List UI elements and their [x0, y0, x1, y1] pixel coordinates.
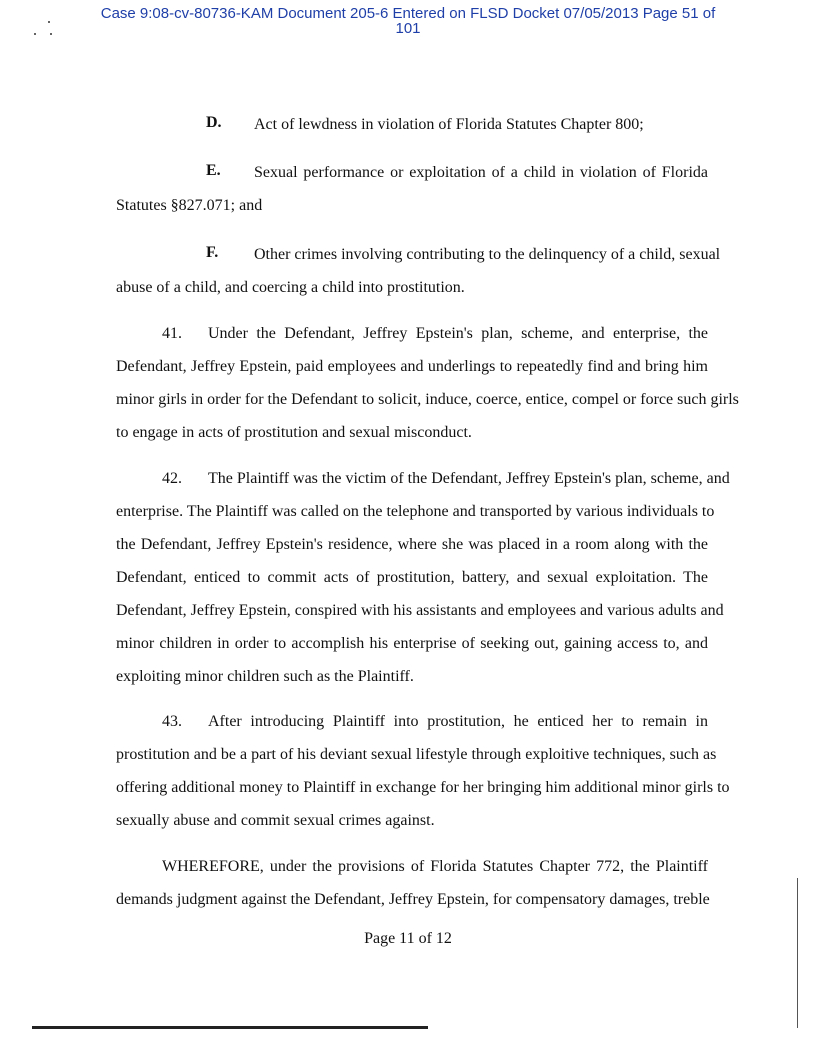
item-f-label: F. — [206, 244, 219, 261]
item-d-label: D. — [206, 114, 222, 131]
item-e-line: Statutes §827.071; and — [116, 197, 263, 214]
item-e-line: Sexual performance or exploitation of a child in violation of Florida — [254, 164, 708, 181]
scan-speck — [48, 21, 50, 23]
paragraph-43-line: sexually abuse and commit sexual crimes against. — [116, 812, 435, 829]
paragraph-43-line: prostitution and be a part of his deviant sexual lifestyle through exploitive techniques, such as — [116, 746, 717, 763]
paragraph-41-line: to engage in acts of prostitution and sexual misconduct. — [116, 424, 472, 441]
item-e-label: E. — [206, 162, 221, 179]
paragraph-43-number: 43. — [162, 713, 182, 730]
paragraph-41-line: Defendant, Jeffrey Epstein, paid employees and underlings to repeatedly find and bring him — [116, 358, 708, 375]
paragraph-42-number: 42. — [162, 470, 182, 487]
paragraph-42-line: exploiting minor children such as the Plaintiff. — [116, 668, 414, 685]
paragraph-43-line: After introducing Plaintiff into prostitution, he enticed her to remain in — [208, 713, 708, 730]
paragraph-42-line: minor children in order to accomplish his enterprise of seeking out, gaining access to, and — [116, 635, 708, 652]
paragraph-43-line: offering additional money to Plaintiff in exchange for her bringing him additional minor girls to — [116, 779, 730, 796]
paragraph-42-line: Defendant, Jeffrey Epstein, conspired with his assistants and employees and various adults and — [116, 602, 724, 619]
scan-speck — [34, 33, 36, 35]
wherefore-line: demands judgment against the Defendant, Jeffrey Epstein, for compensatory damages, treble — [116, 891, 710, 908]
paragraph-42-line: enterprise. The Plaintiff was called on the telephone and transported by various individuals to — [116, 503, 715, 520]
paragraph-41-line: minor girls in order for the Defendant to solicit, induce, coerce, entice, compel or force such girls — [116, 391, 739, 408]
paragraph-42-line: The Plaintiff was the victim of the Defendant, Jeffrey Epstein's plan, scheme, and — [208, 470, 730, 487]
item-f-line: abuse of a child, and coercing a child into prostitution. — [116, 279, 465, 296]
scan-edge-line — [797, 878, 798, 1028]
wherefore-line: WHEREFORE, under the provisions of Florida Statutes Chapter 772, the Plaintiff — [162, 858, 708, 875]
docket-header-line1: Case 9:08-cv-80736-KAM Document 205-6 Entered on FLSD Docket 07/05/2013 Page 51 of — [100, 5, 716, 22]
paragraph-42-line: the Defendant, Jeffrey Epstein's residence, where she was placed in a room along with the — [116, 536, 708, 553]
docket-header-line2: 101 — [395, 20, 421, 37]
scan-speck — [50, 33, 52, 35]
item-f-line: Other crimes involving contributing to the delinquency of a child, sexual — [254, 246, 721, 263]
paragraph-41-number: 41. — [162, 325, 182, 342]
item-d-text: Act of lewdness in violation of Florida Statutes Chapter 800; — [254, 116, 644, 133]
paragraph-41-line: Under the Defendant, Jeffrey Epstein's plan, scheme, and enterprise, the — [208, 325, 708, 342]
page-number: Page 11 of 12 — [364, 930, 452, 947]
paragraph-42-line: Defendant, enticed to commit acts of prostitution, battery, and sexual exploitation. The — [116, 569, 708, 586]
scan-edge-line — [32, 1026, 428, 1029]
